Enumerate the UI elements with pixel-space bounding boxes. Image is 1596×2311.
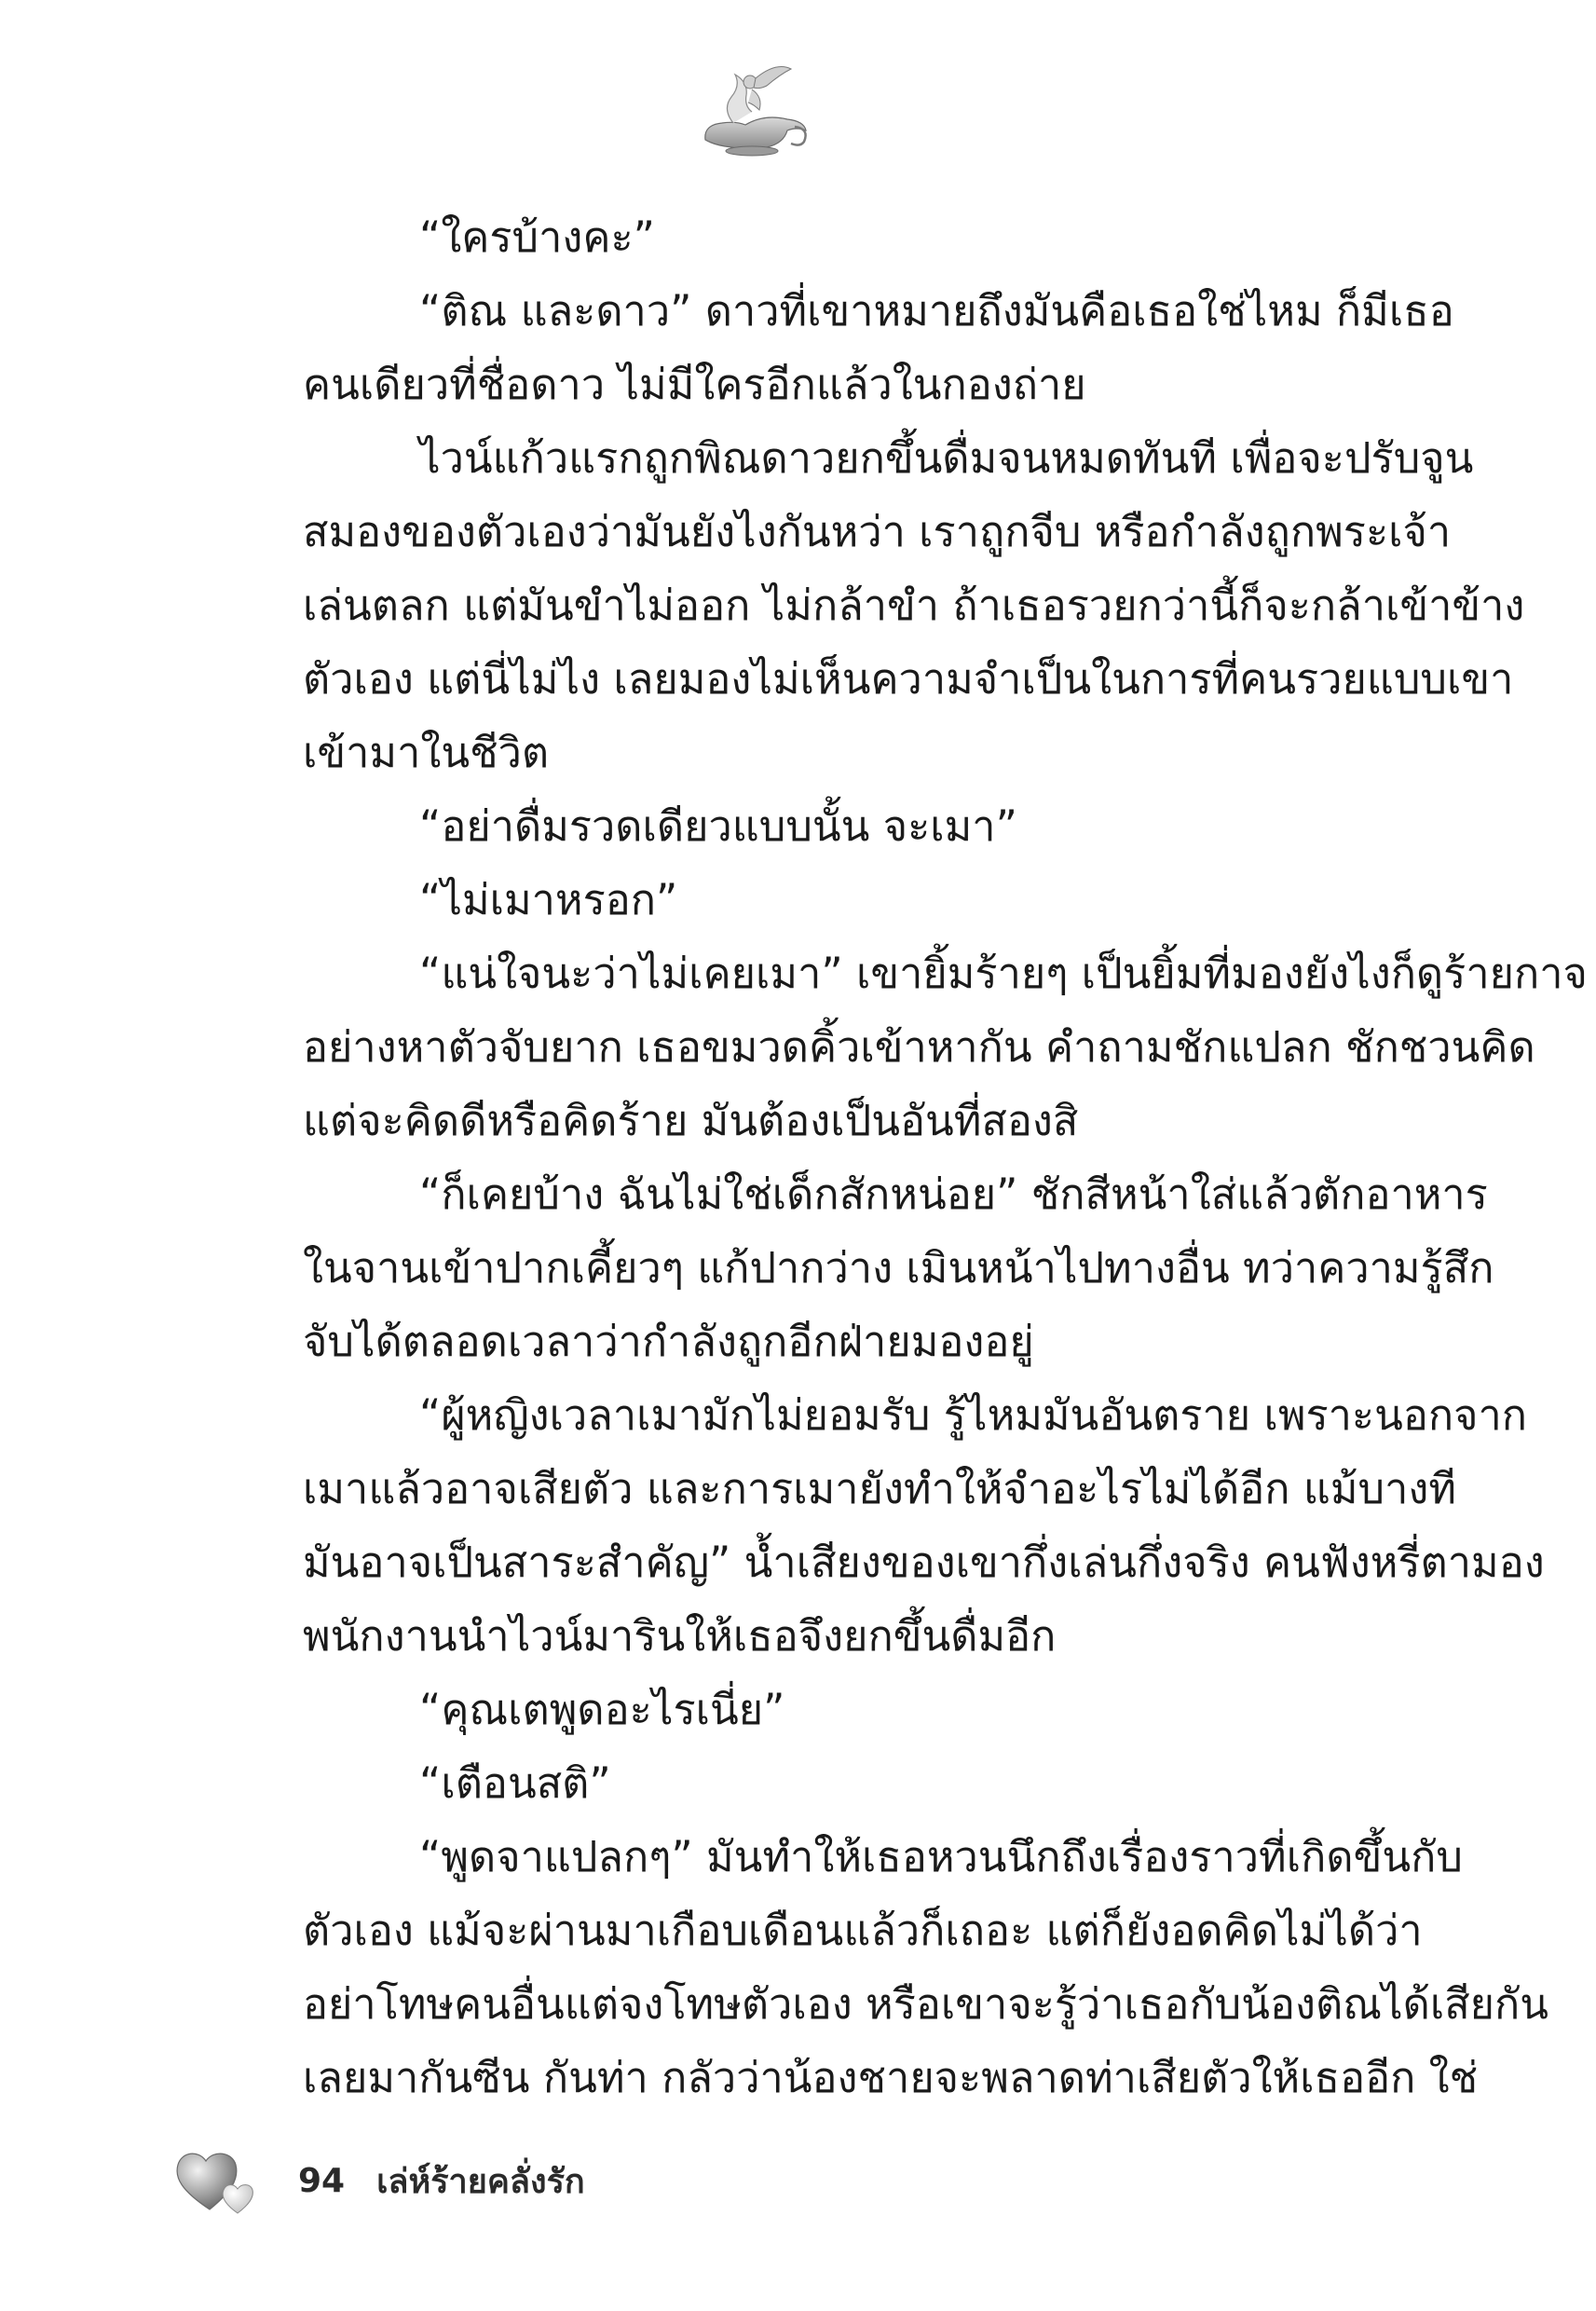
text-line: “ติณ และดาว” ดาวที่เขาหมายถึงมันคือเธอใช่ไหม ก็มีเธอ [419,286,1454,335]
text-line: เมาแล้วอาจเสียตัว และการเมายังทำให้จำอะไรไม่ได้อีก แม้บางที [303,1464,1456,1513]
text-line: เข้ามาในชีวิต [303,728,550,777]
text-line: ตัวเอง แม้จะผ่านมาเกือบเดือนแล้วก็เถอะ แต่ก็ยังอดคิดไม่ได้ว่า [303,1906,1423,1955]
text-line: “แน่ใจนะว่าไม่เคยเมา” เขายิ้มร้ายๆ เป็นยิ้มที่มองยังไงก็ดูร้ายกาจ [419,949,1588,998]
genie-lamp-icon [694,58,815,165]
hearts-icon [172,2144,261,2217]
text-line: อย่างหาตัวจับยาก เธอขมวดคิ้วเข้าหากัน คำถามชักแปลก ชักชวนคิด [303,1022,1535,1072]
body-text [186,200,1588,2114]
paragraph [186,789,1328,863]
text-line: “ก็เคยบ้าง ฉันไม่ใช่เด็กสักหน่อย” ชักสีหน้าใส่แล้วตักอาหาร [419,1169,1488,1219]
page-number: 94 [298,2161,346,2200]
book-title: เล่ห์ร้ายคลั่งรัก [376,2162,585,2201]
text-line: ตัวเอง แต่นี่ไม่ไง เลยมองไม่เห็นความจำเป็นในการที่คนรวยแบบเขา [303,654,1514,704]
text-line: แต่จะคิดดีหรือคิดร้าย มันต้องเป็นอันที่สองสิ [303,1096,1079,1145]
text-line: ไวน์แก้วแรกถูกพิณดาวยกขึ้นดื่มจนหมดทันที เพื่อจะปรับจูน [419,433,1474,483]
paragraph [186,1378,1545,1673]
text-line: จับได้ตลอดเวลาว่ากำลังถูกอีกฝ่ายมองอยู่ [303,1317,1034,1366]
text-line: “พูดจาแปลกๆ” มันทำให้เธอหวนนึกถึงเรื่องราวที่เกิดขึ้นกับ [419,1832,1463,1881]
text-line: “ผู้หญิงเวลาเมามักไม่ยอมรับ รู้ไหมมันอันตราย เพราะนอกจาก [419,1390,1528,1440]
text-line: สมองของตัวเองว่ามันยังไงกันหว่า เราถูกจีบ หรือกำลังถูกพระเจ้า [303,507,1452,556]
paragraph [186,1157,1494,1378]
text-line: พนักงานนำไวน์มารินให้เธอจึงยกขึ้นดื่มอีก [303,1611,1057,1661]
text-line: “คุณเตพูดอะไรเนี่ย” [419,1685,785,1734]
page-footer [172,2143,585,2218]
paragraph [186,200,1328,274]
paragraph [186,421,1525,789]
paragraph [186,274,1454,421]
paragraph [186,937,1588,1157]
paragraph [186,1673,1328,1746]
text-line: ในจานเข้าปากเคี้ยวๆ แก้ปากว่าง เมินหน้าไปทางอื่น ทว่าความรู้สึก [303,1243,1494,1292]
text-line: “เตือนสติ” [419,1758,611,1808]
paragraph [186,1746,1328,1820]
text-line: “ใครบ้างคะ” [419,212,655,262]
text-line: เลยมากันซีน กันท่า กลัวว่าน้องชายจะพลาดท่าเสียตัวให้เธออีก ใช่ [303,2053,1479,2102]
text-line: คนเดียวที่ชื่อดาว ไม่มีใครอีกแล้วในกองถ่าย [303,360,1086,409]
text-line: “ไม่เมาหรอก” [419,875,678,924]
text-line: “อย่าดื่มรวดเดียวแบบนั้น จะเมา” [419,801,1017,851]
paragraph [186,863,1328,937]
paragraph [186,1820,1549,2114]
text-line: มันอาจเป็นสาระสำคัญ” น้ำเสียงของเขากึ่งเล่นกึ่งจริง คนฟังหรี่ตามอง [303,1538,1545,1587]
text-line: เล่นตลก แต่มันขำไม่ออก ไม่กล้าขำ ถ้าเธอรวยกว่านี้ก็จะกล้าเข้าข้าง [303,581,1525,630]
text-line: อย่าโทษคนอื่นแต่จงโทษตัวเอง หรือเขาจะรู้ว่าเธอกับน้องติณได้เสียกัน [303,1979,1549,2029]
